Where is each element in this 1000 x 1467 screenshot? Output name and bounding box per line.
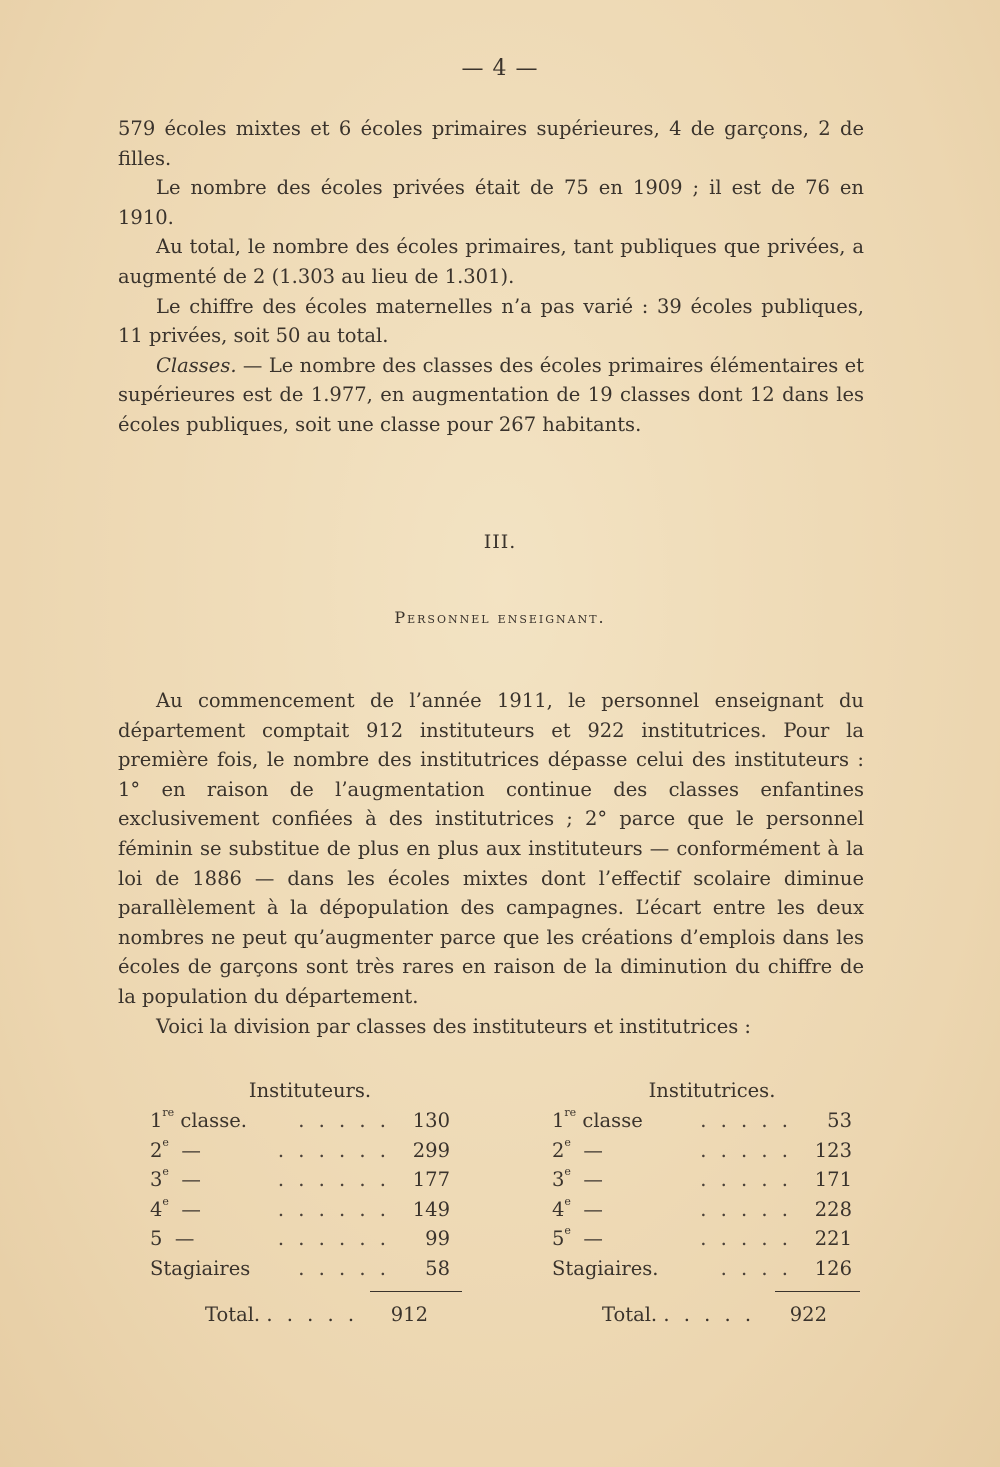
total-dots: . . . . .	[663, 1303, 756, 1326]
row-value: 126	[814, 1256, 852, 1280]
row-label-rest: —	[570, 1227, 603, 1250]
column-heading: Institutrices.	[648, 1079, 776, 1102]
table-column-institutrices	[552, 1076, 852, 1283]
row-label-rest: —	[570, 1197, 603, 1221]
row-value: 299	[412, 1138, 450, 1162]
paragraph-total-schools	[118, 232, 864, 291]
paragraph-block-main	[118, 686, 864, 1041]
paragraph-block-top	[118, 114, 864, 440]
row-value: 149	[412, 1197, 450, 1221]
paragraph-classes	[118, 351, 864, 440]
paragraph-table-intro	[118, 1012, 864, 1042]
paragraph-private-schools	[118, 173, 864, 232]
paragraph-schools-mixed	[118, 114, 864, 173]
row-value: 53	[827, 1109, 852, 1132]
table-row	[552, 1224, 852, 1254]
row-value: 228	[814, 1197, 852, 1221]
row-value: 99	[425, 1227, 450, 1250]
row-label-main: Stagiaires.	[552, 1256, 659, 1280]
total-label: Total.	[602, 1303, 658, 1326]
table-row	[150, 1224, 450, 1254]
paragraph-text: Au total, le nombre des écoles primaires, tant publiques que privées, a augmenté de 2 (1.303 au lieu de 1.301).	[118, 235, 864, 288]
row-label-rest: classe	[576, 1109, 643, 1132]
row-label-main: Stagiaires	[150, 1256, 251, 1280]
row-label-sup: re	[564, 1106, 577, 1119]
total-row-instituteurs	[205, 1300, 450, 1330]
row-value: 177	[412, 1168, 450, 1191]
row-label-main: 1	[150, 1109, 163, 1132]
row-label-main: 3	[552, 1168, 565, 1191]
row-label-main: 5	[150, 1227, 163, 1250]
table-row	[552, 1254, 852, 1284]
table-row	[150, 1106, 450, 1136]
row-dots: . . . . . .	[277, 1227, 390, 1250]
paragraph-text: — Le nombre des classes des écoles primaires élémentaires et supérieures est de 1.977, en augmentation de 19 classes dont 12 dans les écoles publiques, soit une classe pour 267 habitants.	[118, 353, 864, 436]
page-number: — 4 —	[461, 56, 539, 81]
table-row	[552, 1195, 852, 1225]
column-heading: Instituteurs.	[248, 1079, 372, 1102]
paragraph-personnel	[118, 686, 864, 1012]
total-value: 912	[390, 1303, 428, 1326]
row-dots: . . . . .	[700, 1168, 792, 1191]
row-label-sup: e	[564, 1165, 571, 1178]
row-label-main: 2	[150, 1138, 163, 1162]
table-row	[552, 1165, 852, 1195]
table-row	[150, 1195, 450, 1225]
row-label-main: 1	[552, 1109, 565, 1132]
paragraph-text: 579 écoles mixtes et 6 écoles primaires supérieures, 4 de garçons, 2 de filles.	[118, 117, 864, 170]
paragraph-maternal-schools	[118, 292, 864, 351]
row-label-sup: e	[564, 1135, 571, 1149]
table-row	[150, 1254, 450, 1284]
row-dots: . . . . .	[700, 1227, 792, 1250]
total-dots: . . . . .	[266, 1303, 359, 1326]
row-value: 123	[814, 1138, 852, 1162]
row-label-rest: classe.	[174, 1109, 247, 1132]
paragraph-text: Au commencement de l’année 1911, le personnel enseignant du département comptait 912 instituteurs et 922 institutrices. Pour la première fois, le nombre des institutrices dépasse celui des instituteurs : 1° en raison de l’augmentation continue des classes enfantines exclusivement confiées à des institutrices ; 2° parce que le personnel féminin se substitue de plus en plus aux instituteurs — conformément à la loi de 1886 — dans les écoles mixtes dont l’effectif scolaire diminue parallèlement à la dépopulation des campagnes. L’écart entre les deux nombres ne peut qu’augmenter parce que les créations d’emplois dans les écoles de garçons sont très rares en raison de la diminution du chiffre de la population du département.	[118, 689, 864, 1008]
table-row	[552, 1136, 852, 1166]
row-dots: . . . . .	[298, 1256, 390, 1280]
row-value: 58	[425, 1256, 450, 1280]
total-row-institutrices	[602, 1300, 852, 1330]
row-label-main: 3	[150, 1168, 163, 1191]
row-label-sup: e	[162, 1135, 169, 1149]
row-label-sup: re	[162, 1106, 175, 1119]
classes-lead: Classes.	[156, 353, 237, 377]
total-value: 922	[789, 1303, 827, 1326]
row-label-rest: —	[570, 1138, 603, 1162]
section-number: III.	[483, 531, 517, 553]
paragraph-text: Le nombre des écoles privées était de 75 en 1909 ; il est de 76 en 1910.	[118, 176, 864, 229]
row-label-sup: e	[564, 1194, 571, 1208]
row-label-rest: —	[168, 1168, 201, 1191]
total-label: Total.	[205, 1303, 261, 1326]
row-value: 221	[814, 1227, 852, 1250]
sum-rule-right	[775, 1291, 860, 1292]
row-dots: . . . . .	[700, 1197, 792, 1221]
row-label-rest: —	[168, 1197, 201, 1221]
section-title: Personnel enseignant.	[394, 608, 606, 627]
row-label-sup: e	[162, 1194, 169, 1208]
row-label-sup: e	[162, 1165, 169, 1178]
row-value: 171	[814, 1168, 852, 1191]
paragraph-text: Le chiffre des écoles maternelles n’a pas varié : 39 écoles publiques, 11 privées, soit 50 au total.	[118, 294, 864, 348]
table-row	[552, 1106, 852, 1136]
row-value: 130	[412, 1109, 450, 1132]
table-row	[150, 1165, 450, 1195]
table-column-instituteurs	[150, 1076, 450, 1283]
row-label-sup: e	[564, 1224, 571, 1237]
table-row	[150, 1136, 450, 1166]
row-label-main: 2	[552, 1138, 565, 1162]
row-label-main: 4	[552, 1197, 565, 1221]
row-label-rest: —	[162, 1227, 195, 1250]
row-dots: . . . . .	[700, 1109, 792, 1132]
row-dots: . . . .	[720, 1256, 792, 1280]
row-label-rest: —	[570, 1168, 603, 1191]
row-label-rest: —	[168, 1138, 201, 1162]
row-dots: . . . . . .	[277, 1138, 390, 1162]
row-label-main: 5	[552, 1227, 565, 1250]
row-dots: . . . . .	[298, 1109, 390, 1132]
sum-rule-left	[370, 1291, 462, 1292]
row-dots: . . . . .	[700, 1138, 792, 1162]
row-label-main: 4	[150, 1197, 163, 1221]
paragraph-text: Voici la division par classes des instituteurs et institutrices :	[156, 1014, 752, 1038]
row-dots: . . . . . .	[277, 1168, 390, 1191]
row-dots: . . . . . .	[277, 1197, 390, 1221]
